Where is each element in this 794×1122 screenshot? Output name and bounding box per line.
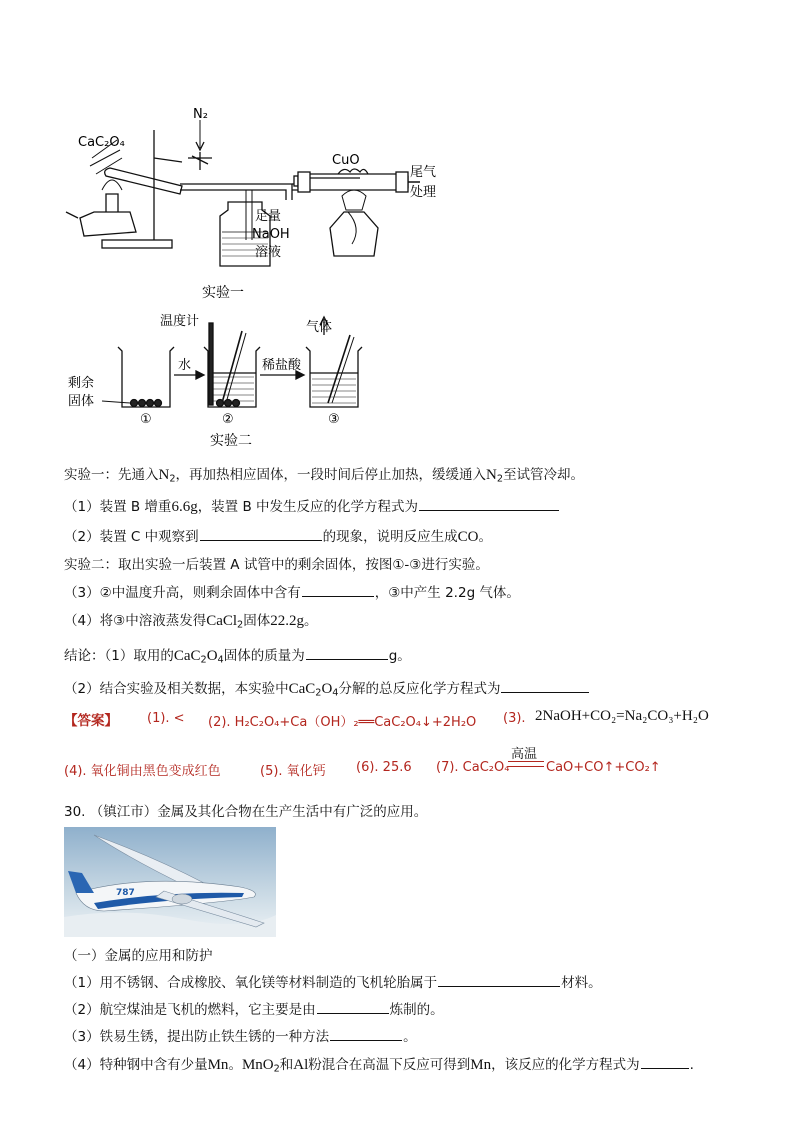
- label-thermometer: 温度计: [160, 314, 200, 329]
- experiment-2-diagram: [62, 305, 392, 455]
- test-tube-a: [105, 168, 182, 194]
- label-n2: N₂: [193, 107, 208, 122]
- label-naoh-3: 溶液: [255, 245, 282, 260]
- answer-2: (2). H₂C₂O₄+Ca（OH）₂══CaC₂O₄↓+2H₂O: [208, 715, 477, 730]
- conclusion-2: （2）结合实验及相关数据，本实验中$CaC_2O_4$分解的总反应化学方程式为: [64, 678, 590, 699]
- answer-blank-2[interactable]: [200, 526, 322, 541]
- question-1: （1）装置 B 增重6.6g，装置 B 中发生反应的化学方程式为: [64, 496, 560, 517]
- q30-part-3: （3）铁易生锈，提出防止铁生锈的一种方法 。: [64, 1026, 417, 1047]
- answer-5: (5). 氧化钙: [260, 764, 326, 779]
- caption-exp2: 实验二: [210, 433, 252, 449]
- beaker-1: [118, 347, 174, 407]
- label-residue-1: 剩余: [68, 376, 95, 391]
- label-acid: 稀盐酸: [262, 358, 302, 373]
- experiment-1-diagram: [62, 100, 462, 305]
- answer-7: (7). CaC₂O₄: [436, 760, 510, 775]
- answer-7-products: CaO+CO↑+CO₂↑: [546, 760, 661, 775]
- label-tail-2: 处理: [410, 185, 437, 200]
- label-naoh-1: 足量: [255, 209, 282, 224]
- q30-title: 30. （镇江市）金属及其化合物在生产生活中有广泛的应用。: [64, 804, 428, 820]
- label-cuo: CuO: [332, 153, 360, 168]
- answer-6: (6). 25.6: [356, 760, 412, 775]
- answer-blank-5[interactable]: [501, 678, 589, 693]
- answer-4: (4). 氧化铜由黑色变成红色: [64, 764, 221, 779]
- answer-blank-1[interactable]: [419, 496, 559, 511]
- alcohol-lamp: [330, 212, 378, 256]
- answer-blank-7[interactable]: [317, 999, 389, 1014]
- question-4: （4）将③中溶液蒸发得CaCl$_2$固体22.2g。: [64, 613, 318, 631]
- question-2: （2）装置 C 中观察到 的现象，说明反应生成CO。: [64, 526, 492, 547]
- answer-blank-4[interactable]: [306, 645, 388, 660]
- label-residue-2: 固体: [68, 394, 95, 409]
- label-beaker-3: ③: [328, 412, 340, 427]
- label-water: 水: [178, 358, 192, 373]
- equation-sign: [508, 761, 544, 767]
- answer-7-condition: 高温: [511, 747, 538, 762]
- thermometer: [209, 323, 213, 405]
- answer-3-equation: 2NaOH+CO₂=Na₂CO₃+H₂O: [535, 708, 709, 724]
- answer-tag: 【答案】: [64, 713, 118, 729]
- plane-tail-number: 787: [116, 888, 135, 898]
- question-3: （3）②中温度升高，则剩余固体中含有 ，③中产生 2.2g 气体。: [64, 582, 520, 603]
- stand-base: [102, 240, 172, 248]
- answer-blank-8[interactable]: [330, 1026, 402, 1041]
- label-naoh-2: NaOH: [252, 227, 290, 242]
- exp1-description: 实验一：先通入$N_2$，再加热相应固体，一段时间后停止加热，缓缓通入$N_2$至试管冷却。: [64, 467, 585, 485]
- label-gas: 气体: [306, 320, 333, 335]
- label-cac2o4: CaC₂O₄: [78, 135, 125, 150]
- label-tail-1: 尾气: [410, 165, 437, 180]
- section-heading: （一）金属的应用和防护: [64, 948, 213, 964]
- answer-blank-3[interactable]: [302, 582, 374, 597]
- answer-blank-9[interactable]: [641, 1054, 689, 1069]
- q30-part-2: （2）航空煤油是飞机的燃料，它主要是由 炼制的。: [64, 999, 444, 1020]
- answer-3-label: (3).: [503, 711, 526, 726]
- q30-part-1: （1）用不锈钢、合成橡胶、氧化镁等材料制造的飞机轮胎属于 材料。: [64, 972, 602, 993]
- label-beaker-1: ①: [140, 412, 152, 427]
- conclusion-1: 结论：（1）取用的$CaC_2O_4$固体的质量为 g。: [64, 645, 411, 666]
- combustion-tube-c: [298, 174, 408, 190]
- q30-part-4: （4）特种钢中含有少量Mn。MnO$_2$和Al粉混合在高温下反应可得到Mn，该反应的化学方程式为 .: [64, 1054, 694, 1075]
- answer-blank-6[interactable]: [438, 972, 560, 987]
- airplane-photo: [64, 827, 276, 937]
- caption-exp1: 实验一: [202, 285, 244, 301]
- answer-1: (1). <: [147, 711, 185, 726]
- exp2-description: 实验二：取出实验一后装置 A 试管中的剩余固体，按图①-③进行实验。: [64, 557, 489, 573]
- label-beaker-2: ②: [222, 412, 234, 427]
- burner: [80, 212, 136, 236]
